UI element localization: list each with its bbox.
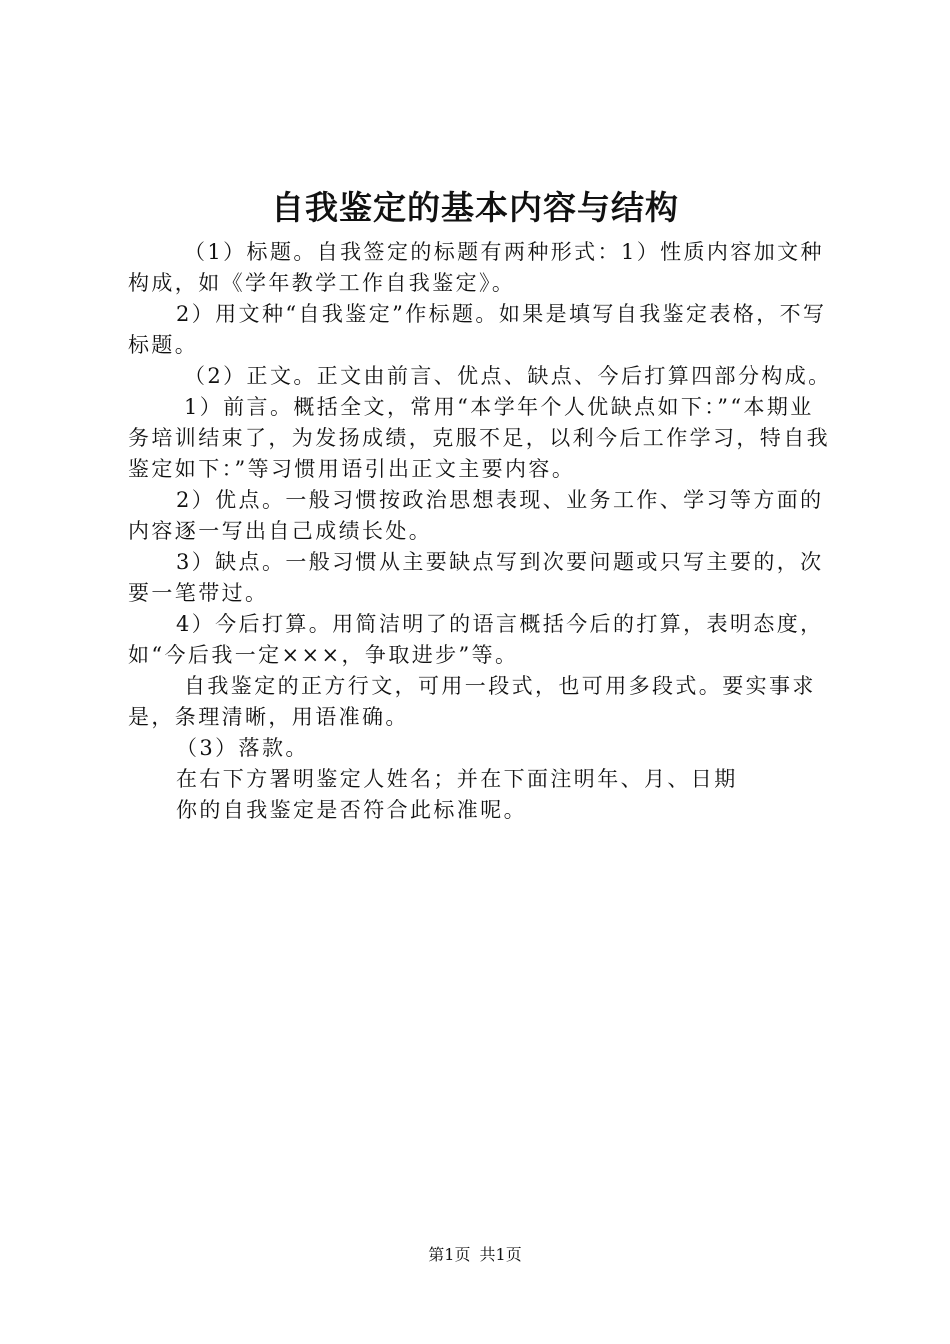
paragraph-writing-style: 自我鉴定的正方行文，可用一段式，也可用多段式。要实事求是，条理清晰，用语准确。 (128, 674, 816, 729)
paragraph-weaknesses: 3）缺点。一般习惯从主要缺点写到次要问题或只写主要的，次要一笔带过。 (128, 550, 824, 605)
paragraph-signature-section: （3）落款。 (176, 736, 309, 760)
paragraph-signature-instructions: 在右下方署明鉴定人姓名；并在下面注明年、月、日期 (176, 767, 738, 791)
paragraph-strengths: 2）优点。一般习惯按政治思想表现、业务工作、学习等方面的内容逐一写出自己成绩长处。 (128, 488, 824, 543)
paragraph-future-plans: 4）今后打算。用简洁明了的语言概括今后的打算，表明态度，如“今后我一定×××，争取进步”等。 (128, 612, 824, 667)
paragraph-body-section: （2）正文。正文由前言、优点、缺点、今后打算四部分构成。 (184, 364, 832, 388)
page-number-footer: 第1页 共1页 (428, 1245, 522, 1264)
paragraph-title-option-2: 2）用文种“自我鉴定”作标题。如果是填写自我鉴定表格，不写标题。 (128, 302, 827, 357)
document-body (128, 237, 833, 826)
document-title: 自我鉴定的基本内容与结构 (271, 188, 679, 227)
paragraph-title-section: （1）标题。自我签定的标题有两种形式：1）性质内容加文种构成，如《学年教学工作自我鉴定》。 (128, 240, 824, 295)
paragraph-closing-question: 你的自我鉴定是否符合此标准呢。 (176, 798, 527, 822)
paragraph-preface: 1）前言。概括全文，常用“本学年个人优缺点如下：”“本期业务培训结束了，为发扬成绩，克服不足，以利今后工作学习，特自我鉴定如下：”等习惯用语引出正文主要内容。 (128, 395, 830, 481)
